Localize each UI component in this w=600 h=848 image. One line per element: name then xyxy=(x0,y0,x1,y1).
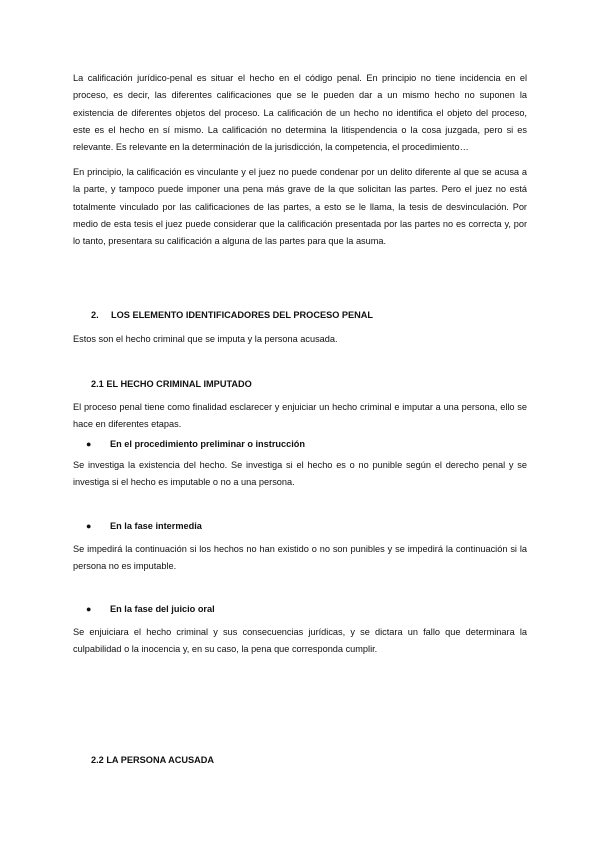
paragraph-calificacion: La calificación jurídico-penal es situar el hecho en el código penal. En principio no tiene incidencia en el proceso, es decir, las diferentes calificaciones que se le pueden dar a un mismo hecho no suponen la existencia de diferentes objetos del proceso. La calificación de un hecho no identifica el objeto del proceso, este es el hecho en sí mismo. La calificación no determina la litispendencia o la cosa juzgada, pero si es relevante. Es relevante en la determinación de la jurisdicción, la competencia, el procedimiento… xyxy=(73,73,527,153)
bullet-label: En la fase del juicio oral xyxy=(110,604,215,614)
paragraph-instruccion: Se investiga la existencia del hecho. Se investiga si el hecho es o no punible según el derecho penal y se investiga si el hecho es imputable o no a una persona. xyxy=(73,460,527,488)
subsection-heading-2-1: 2.1 EL HECHO CRIMINAL IMPUTADO xyxy=(91,379,252,389)
paragraph-intermedia: Se impedirá la continuación si los hechos no han existido o no son punibles y se impedirá la continuación si la persona no es imputable. xyxy=(73,544,527,572)
bullet-icon: ● xyxy=(86,521,92,531)
section-title: LOS ELEMENTO IDENTIFICADORES DEL PROCESO PENAL xyxy=(111,310,374,320)
section-heading-2 xyxy=(91,308,373,322)
subsection-heading-2-2: 2.2 LA PERSONA ACUSADA xyxy=(91,755,215,765)
paragraph-juicio-oral: Se enjuiciara el hecho criminal y sus consecuencias jurídicas, y se dictara un fallo que determinara la culpabilidad o la inocencia y, en su caso, la pena que corresponda cumplir. xyxy=(73,627,527,655)
bullet-label: En el procedimiento preliminar o instrucción xyxy=(110,439,306,449)
paragraph-proceso-penal: El proceso penal tiene como finalidad esclarecer y enjuiciar un hecho criminal e imputar a una persona, ello se hace en diferentes etapas. xyxy=(73,402,527,430)
section-number: 2. xyxy=(91,310,99,320)
paragraph-elementos: Estos son el hecho criminal que se imputa y la persona acusada. xyxy=(73,334,338,344)
bullet-label: En la fase intermedia xyxy=(110,521,202,531)
bullet-icon: ● xyxy=(86,439,92,449)
bullet-item-intermedia xyxy=(86,519,202,533)
paragraph-vinculante: En principio, la calificación es vinculante y el juez no puede condenar por un delito diferente al que se acusa a la parte, y tampoco puede imponer una pena más grave de la que solicitan las partes. Pero el juez no está totalmente vinculado por las calificaciones de las partes, a esto se le llama, la tesis de desvinculación. Por medio de esta tesis el juez puede considerar que la calificación presentada por las partes no es correcta y, por lo tanto, presentara su calificación a alguna de las partes para que la asuma. xyxy=(73,167,527,247)
bullet-item-instruccion xyxy=(86,437,305,451)
bullet-item-juicio-oral xyxy=(86,602,215,616)
bullet-icon: ● xyxy=(86,604,92,614)
